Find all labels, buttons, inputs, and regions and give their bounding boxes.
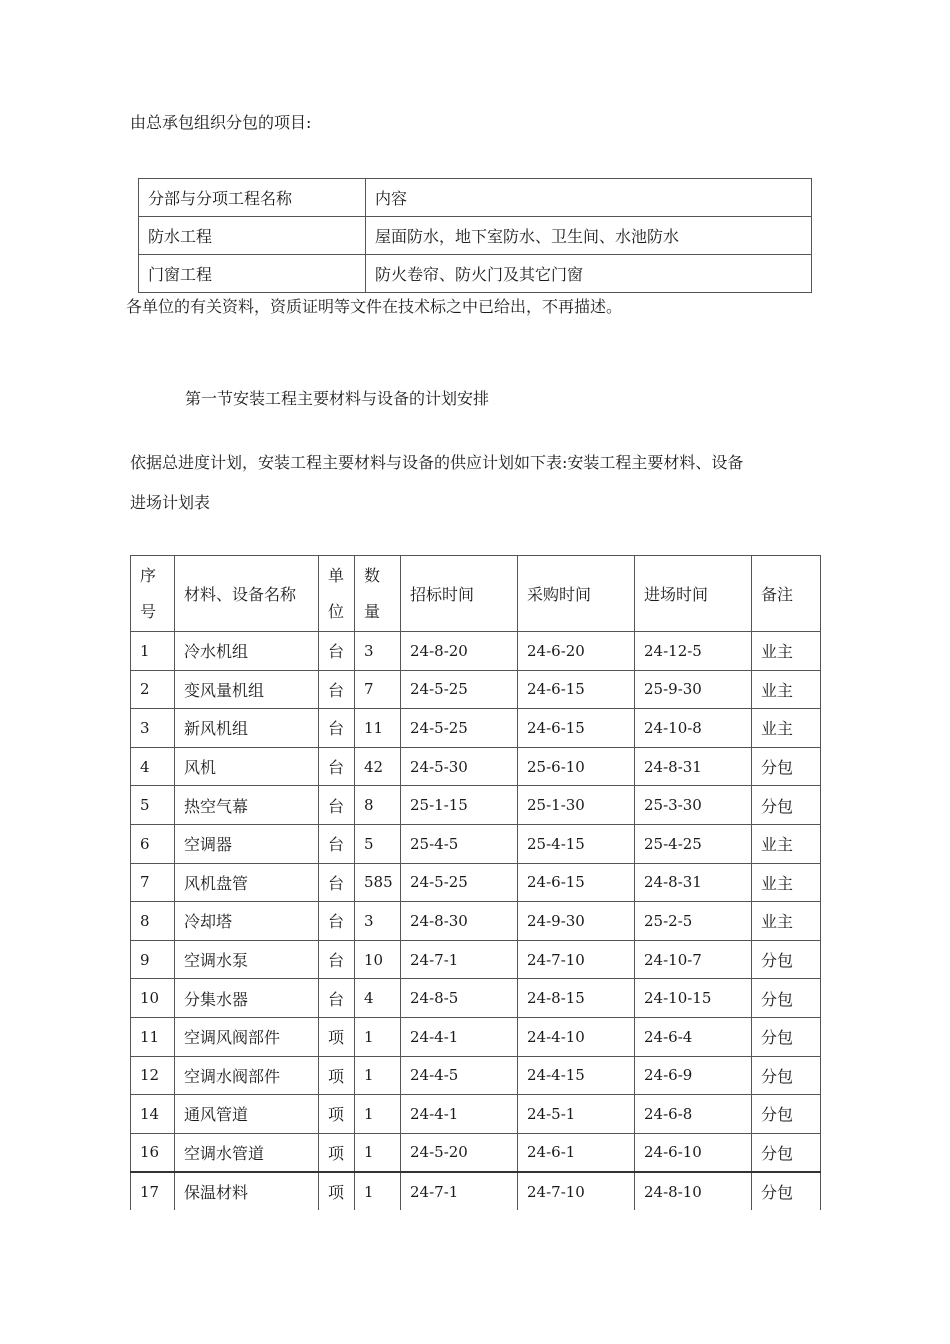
remark-cell: 分包 xyxy=(752,747,821,786)
unit-cell: 台 xyxy=(319,670,355,709)
qty-cell: 3 xyxy=(355,632,401,671)
arrival-time-cell: 24-6-4 xyxy=(635,1017,752,1056)
table-cell: 屋面防水，地下室防水、卫生间、水池防水 xyxy=(366,217,812,255)
header-purchase-time: 采购时间 xyxy=(518,556,635,632)
unit-cell: 项 xyxy=(319,1133,355,1172)
seq-cell: 2 xyxy=(131,670,175,709)
purchase-time-cell: 24-4-15 xyxy=(518,1056,635,1095)
unit-cell: 台 xyxy=(319,863,355,902)
remark-cell: 分包 xyxy=(752,1133,821,1172)
purchase-time-cell: 24-9-30 xyxy=(518,902,635,941)
purchase-time-cell: 24-6-20 xyxy=(518,632,635,671)
remark-cell: 业主 xyxy=(752,902,821,941)
name-cell: 新风机组 xyxy=(175,709,319,748)
bid-time-cell: 24-5-20 xyxy=(401,1133,518,1172)
remark-cell: 分包 xyxy=(752,1056,821,1095)
seq-cell: 11 xyxy=(131,1017,175,1056)
header-remark: 备注 xyxy=(752,556,821,632)
header-cell: 分部与分项工程名称 xyxy=(139,179,366,217)
unit-cell: 台 xyxy=(319,632,355,671)
seq-cell: 12 xyxy=(131,1056,175,1095)
qty-cell: 1 xyxy=(355,1056,401,1095)
arrival-time-cell: 24-10-15 xyxy=(635,979,752,1018)
table-header-row xyxy=(131,556,821,632)
seq-cell: 9 xyxy=(131,940,175,979)
unit-cell: 台 xyxy=(319,824,355,863)
bid-time-cell: 24-8-20 xyxy=(401,632,518,671)
qty-cell: 1 xyxy=(355,1133,401,1172)
remark-cell: 分包 xyxy=(752,1017,821,1056)
description-line: 进场计划表 xyxy=(130,493,211,512)
table-row xyxy=(131,1056,821,1095)
arrival-time-cell: 24-12-5 xyxy=(635,632,752,671)
subcontract-table xyxy=(138,178,812,293)
arrival-time-cell: 25-3-30 xyxy=(635,786,752,825)
purchase-time-cell: 25-1-30 xyxy=(518,786,635,825)
table-row xyxy=(131,1172,821,1211)
bid-time-cell: 24-5-25 xyxy=(401,709,518,748)
name-cell: 风机 xyxy=(175,747,319,786)
remark-cell: 分包 xyxy=(752,940,821,979)
table-row xyxy=(131,1095,821,1134)
seq-cell: 4 xyxy=(131,747,175,786)
header-qty: 数 量 xyxy=(355,556,401,632)
header-arrival-time: 进场时间 xyxy=(635,556,752,632)
purchase-time-cell: 24-6-15 xyxy=(518,863,635,902)
table-row xyxy=(131,940,821,979)
bid-time-cell: 24-4-5 xyxy=(401,1056,518,1095)
table-row xyxy=(131,1017,821,1056)
seq-cell: 5 xyxy=(131,786,175,825)
purchase-time-cell: 24-6-15 xyxy=(518,709,635,748)
bid-time-cell: 25-4-5 xyxy=(401,824,518,863)
remark-cell: 业主 xyxy=(752,824,821,863)
qty-cell: 42 xyxy=(355,747,401,786)
qty-cell: 1 xyxy=(355,1017,401,1056)
qty-cell: 8 xyxy=(355,786,401,825)
name-cell: 热空气幕 xyxy=(175,786,319,825)
header-cell: 内容 xyxy=(366,179,812,217)
seq-cell: 3 xyxy=(131,709,175,748)
name-cell: 风机盘管 xyxy=(175,863,319,902)
purchase-time-cell: 24-7-10 xyxy=(518,940,635,979)
material-plan-table xyxy=(130,555,821,1210)
qty-cell: 585 xyxy=(355,863,401,902)
arrival-time-cell: 25-2-5 xyxy=(635,902,752,941)
header-unit: 单 位 xyxy=(319,556,355,632)
bid-time-cell: 24-7-1 xyxy=(401,940,518,979)
table-row xyxy=(131,824,821,863)
arrival-time-cell: 24-10-7 xyxy=(635,940,752,979)
qty-cell: 4 xyxy=(355,979,401,1018)
remark-cell: 业主 xyxy=(752,632,821,671)
section-title: 第一节安装工程主要材料与设备的计划安排 xyxy=(185,389,490,408)
name-cell: 保温材料 xyxy=(175,1172,319,1211)
qty-cell: 3 xyxy=(355,902,401,941)
table-header-row xyxy=(139,179,812,217)
note-line: 各单位的有关资料，资质证明等文件在技术标之中已给出，不再描述。 xyxy=(126,297,623,316)
unit-cell: 项 xyxy=(319,1017,355,1056)
seq-cell: 6 xyxy=(131,824,175,863)
name-cell: 空调器 xyxy=(175,824,319,863)
unit-cell: 项 xyxy=(319,1095,355,1134)
unit-cell: 项 xyxy=(319,1056,355,1095)
table-row xyxy=(131,632,821,671)
table-row xyxy=(131,786,821,825)
arrival-time-cell: 24-8-31 xyxy=(635,863,752,902)
seq-cell: 10 xyxy=(131,979,175,1018)
arrival-time-cell: 25-9-30 xyxy=(635,670,752,709)
table-row xyxy=(131,709,821,748)
seq-cell: 7 xyxy=(131,863,175,902)
unit-cell: 台 xyxy=(319,940,355,979)
name-cell: 分集水器 xyxy=(175,979,319,1018)
qty-cell: 11 xyxy=(355,709,401,748)
qty-cell: 1 xyxy=(355,1172,401,1211)
unit-cell: 台 xyxy=(319,709,355,748)
purchase-time-cell: 24-4-10 xyxy=(518,1017,635,1056)
name-cell: 空调风阀部件 xyxy=(175,1017,319,1056)
purchase-time-cell: 25-4-15 xyxy=(518,824,635,863)
arrival-time-cell: 24-10-8 xyxy=(635,709,752,748)
name-cell: 空调水泵 xyxy=(175,940,319,979)
intro-line: 由总承包组织分包的项目: xyxy=(130,113,312,132)
table-row xyxy=(131,747,821,786)
remark-cell: 分包 xyxy=(752,786,821,825)
unit-cell: 台 xyxy=(319,786,355,825)
arrival-time-cell: 24-6-9 xyxy=(635,1056,752,1095)
unit-cell: 项 xyxy=(319,1172,355,1211)
seq-cell: 16 xyxy=(131,1133,175,1172)
table-cell: 防火卷帘、防火门及其它门窗 xyxy=(366,255,812,293)
table-row xyxy=(139,217,812,255)
name-cell: 通风管道 xyxy=(175,1095,319,1134)
remark-cell: 业主 xyxy=(752,670,821,709)
arrival-time-cell: 24-8-10 xyxy=(635,1172,752,1211)
unit-cell: 台 xyxy=(319,902,355,941)
name-cell: 冷却塔 xyxy=(175,902,319,941)
arrival-time-cell: 24-6-10 xyxy=(635,1133,752,1172)
name-cell: 空调水阀部件 xyxy=(175,1056,319,1095)
unit-cell: 台 xyxy=(319,747,355,786)
arrival-time-cell: 24-6-8 xyxy=(635,1095,752,1134)
seq-cell: 17 xyxy=(131,1172,175,1211)
arrival-time-cell: 24-8-31 xyxy=(635,747,752,786)
seq-cell: 1 xyxy=(131,632,175,671)
table-row xyxy=(131,979,821,1018)
table-row xyxy=(131,1133,821,1172)
header-seq: 序 号 xyxy=(131,556,175,632)
arrival-time-cell: 25-4-25 xyxy=(635,824,752,863)
table-row xyxy=(139,255,812,293)
table-row xyxy=(131,863,821,902)
remark-cell: 分包 xyxy=(752,979,821,1018)
table-cell: 门窗工程 xyxy=(139,255,366,293)
bid-time-cell: 25-1-15 xyxy=(401,786,518,825)
header-bid-time: 招标时间 xyxy=(401,556,518,632)
bid-time-cell: 24-8-5 xyxy=(401,979,518,1018)
qty-cell: 7 xyxy=(355,670,401,709)
bid-time-cell: 24-5-30 xyxy=(401,747,518,786)
remark-cell: 分包 xyxy=(752,1095,821,1134)
description-paragraph xyxy=(130,443,743,523)
header-name: 材料、设备名称 xyxy=(175,556,319,632)
name-cell: 空调水管道 xyxy=(175,1133,319,1172)
qty-cell: 5 xyxy=(355,824,401,863)
purchase-time-cell: 24-7-10 xyxy=(518,1172,635,1211)
remark-cell: 业主 xyxy=(752,863,821,902)
name-cell: 冷水机组 xyxy=(175,632,319,671)
remark-cell: 分包 xyxy=(752,1172,821,1211)
bid-time-cell: 24-4-1 xyxy=(401,1017,518,1056)
table-row xyxy=(131,670,821,709)
remark-cell: 业主 xyxy=(752,709,821,748)
table-row xyxy=(131,902,821,941)
unit-cell: 台 xyxy=(319,979,355,1018)
description-line: 依据总进度计划，安装工程主要材料与设备的供应计划如下表:安装工程主要材料、设备 xyxy=(130,453,744,472)
purchase-time-cell: 24-5-1 xyxy=(518,1095,635,1134)
seq-cell: 14 xyxy=(131,1095,175,1134)
bid-time-cell: 24-8-30 xyxy=(401,902,518,941)
purchase-time-cell: 24-6-15 xyxy=(518,670,635,709)
qty-cell: 1 xyxy=(355,1095,401,1134)
purchase-time-cell: 24-6-1 xyxy=(518,1133,635,1172)
bid-time-cell: 24-5-25 xyxy=(401,670,518,709)
purchase-time-cell: 24-8-15 xyxy=(518,979,635,1018)
purchase-time-cell: 25-6-10 xyxy=(518,747,635,786)
qty-cell: 10 xyxy=(355,940,401,979)
bid-time-cell: 24-7-1 xyxy=(401,1172,518,1211)
table-cell: 防水工程 xyxy=(139,217,366,255)
name-cell: 变风量机组 xyxy=(175,670,319,709)
seq-cell: 8 xyxy=(131,902,175,941)
bid-time-cell: 24-4-1 xyxy=(401,1095,518,1134)
bid-time-cell: 24-5-25 xyxy=(401,863,518,902)
